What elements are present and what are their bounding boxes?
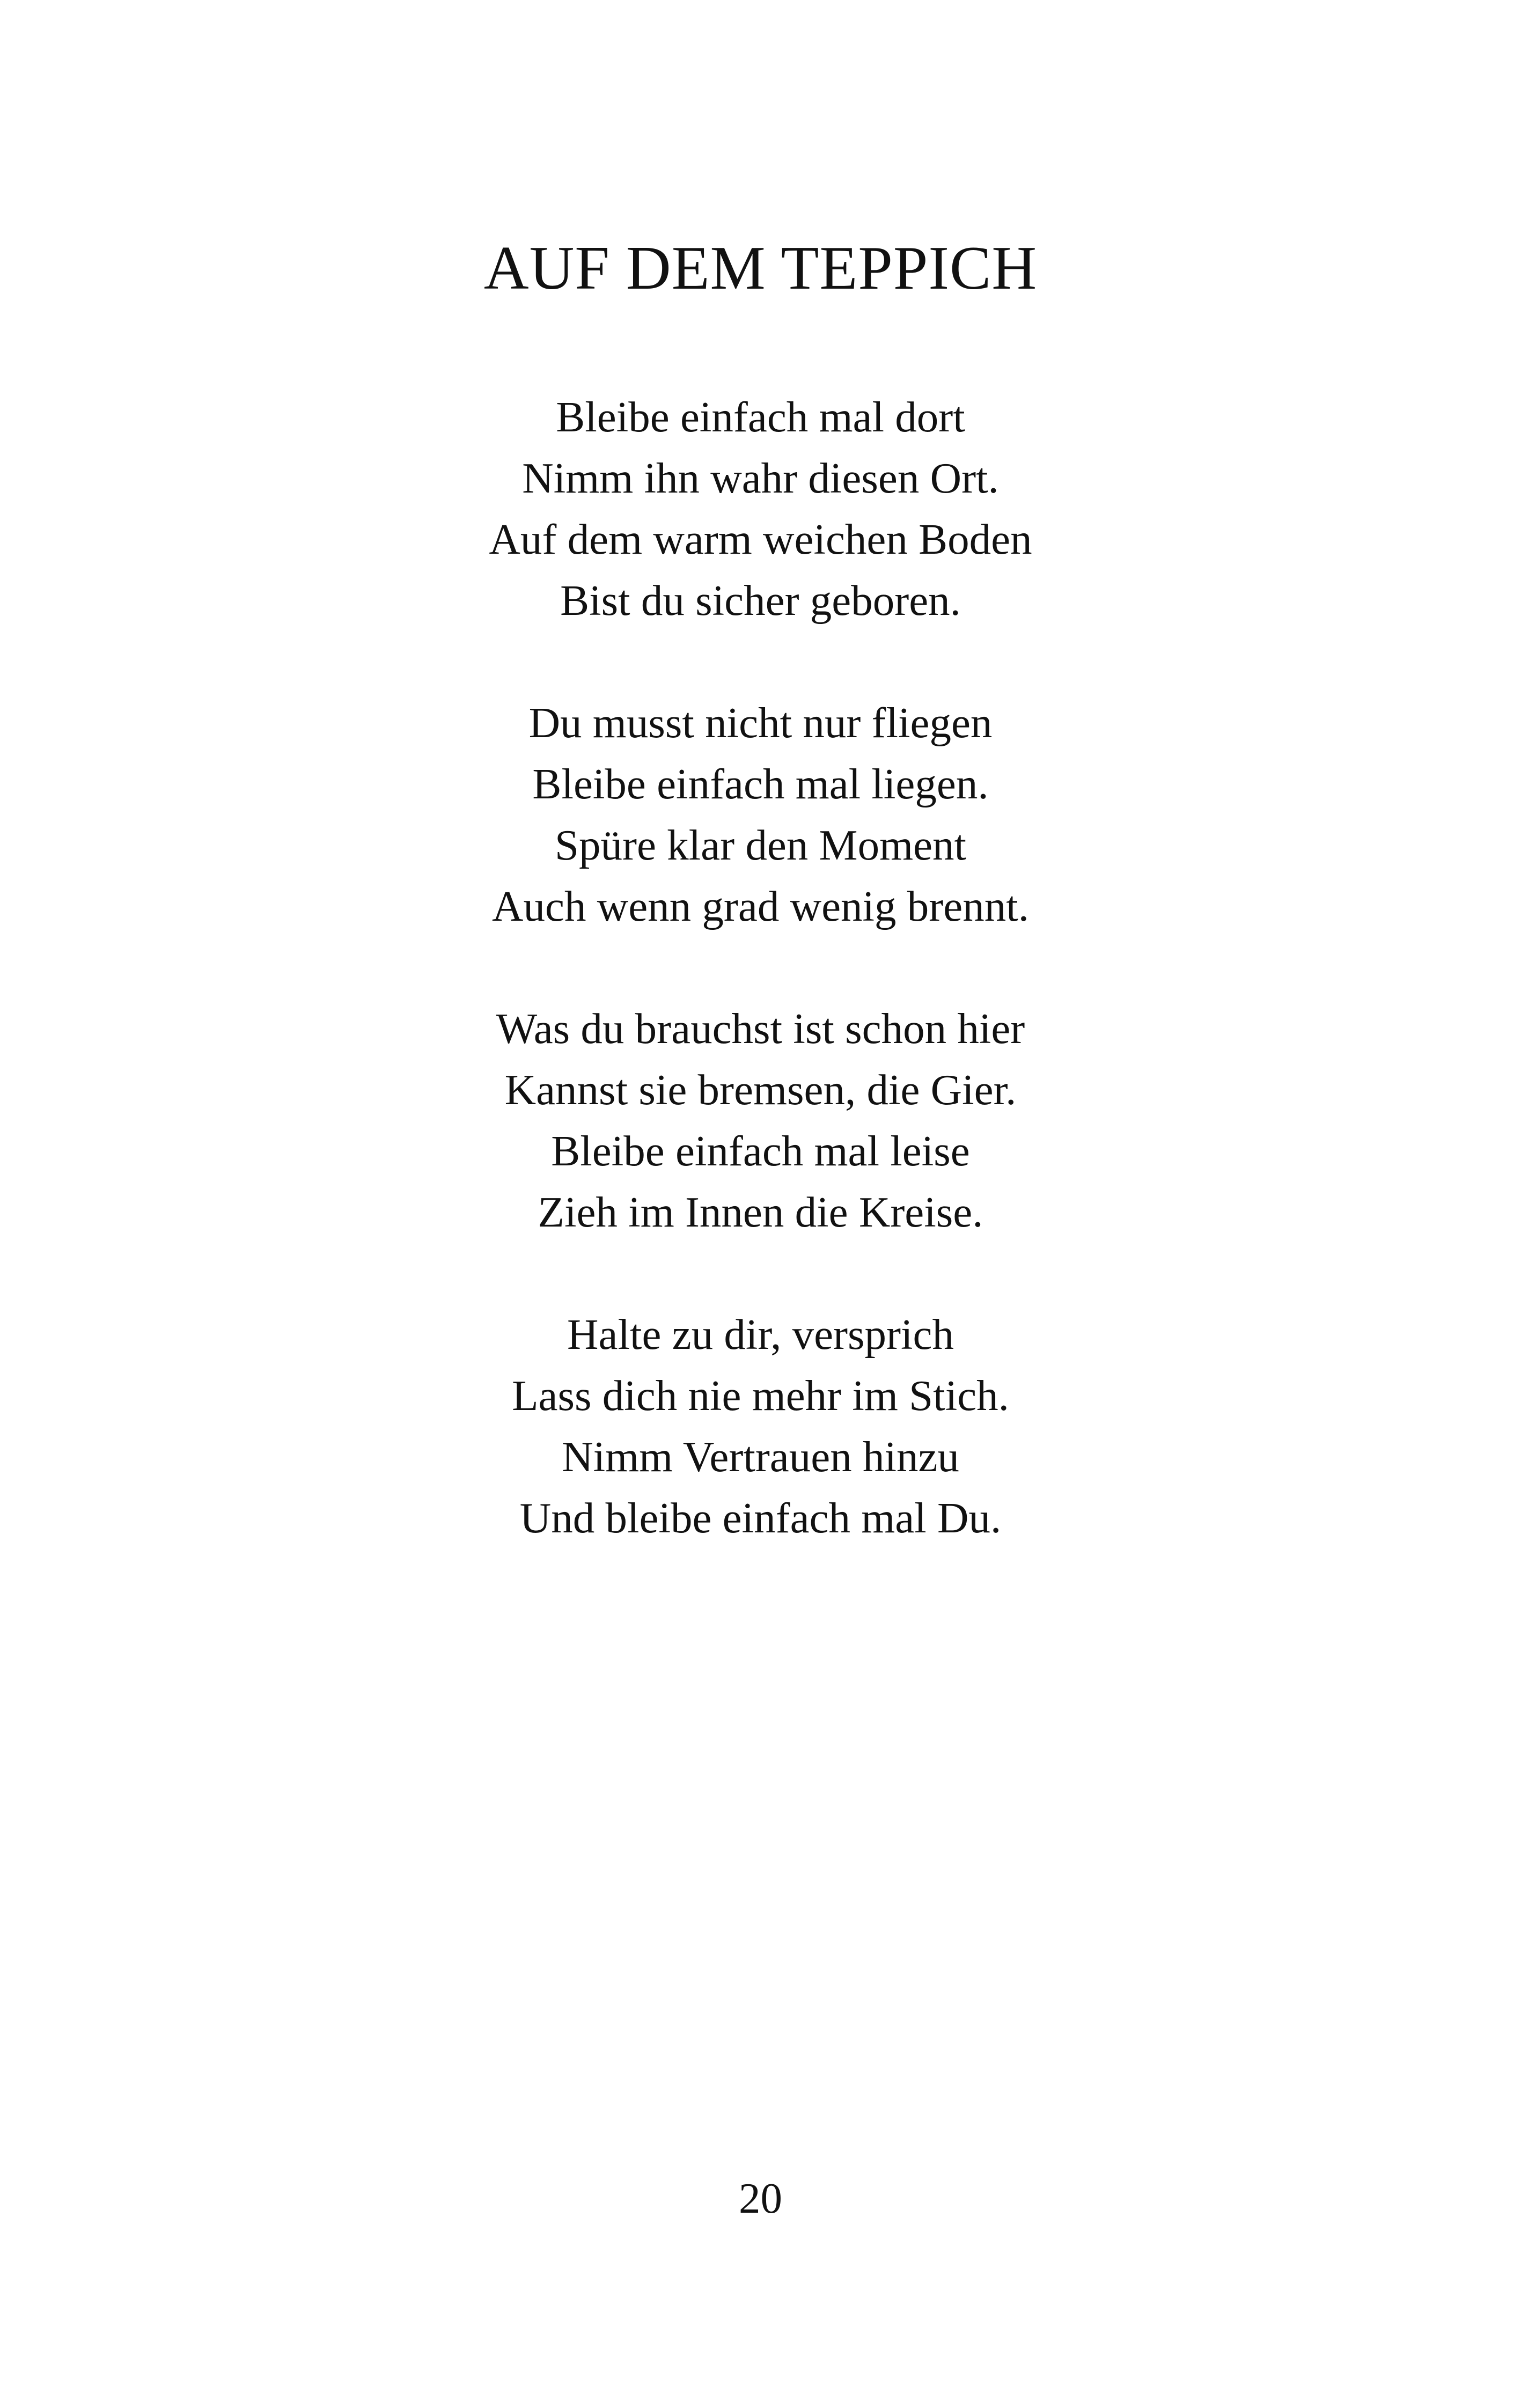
poem-line: Und bleibe einfach mal Du.: [519, 1494, 1002, 1542]
poem-line: Lass dich nie mehr im Stich.: [512, 1371, 1009, 1420]
stanza-4: [0, 1304, 1521, 1548]
poem-line: Bist du sicher geboren.: [560, 576, 961, 625]
stanza-2: [0, 692, 1521, 937]
stanza-3: [0, 998, 1521, 1243]
poem-line: Nimm Vertrauen hinzu: [562, 1433, 959, 1481]
poem-line: Auch wenn grad wenig brennt.: [492, 882, 1029, 930]
poem-line: Bleibe einfach mal liegen.: [532, 760, 989, 808]
stanza-1: [0, 386, 1521, 631]
poem-line: Bleibe einfach mal leise: [551, 1127, 970, 1175]
poem-line: Bleibe einfach mal dort: [556, 393, 965, 441]
poem-title: AUF DEM TEPPICH: [483, 234, 1038, 303]
poem-body: [0, 386, 1521, 1610]
page-number: 20: [739, 2174, 782, 2222]
poem-line: Nimm ihn wahr diesen Ort.: [522, 454, 999, 502]
poem-line: Kannst sie bremsen, die Gier.: [504, 1066, 1017, 1114]
poem-line: Halte zu dir, versprich: [567, 1310, 954, 1359]
poem-line: Zieh im Innen die Kreise.: [538, 1188, 983, 1236]
poem-line: Du musst nicht nur fliegen: [528, 699, 993, 747]
poem-line: Was du brauchst ist schon hier: [496, 1004, 1025, 1053]
poem-line: Spüre klar den Moment: [554, 821, 967, 869]
poem-line: Auf dem warm weichen Boden: [489, 515, 1032, 563]
